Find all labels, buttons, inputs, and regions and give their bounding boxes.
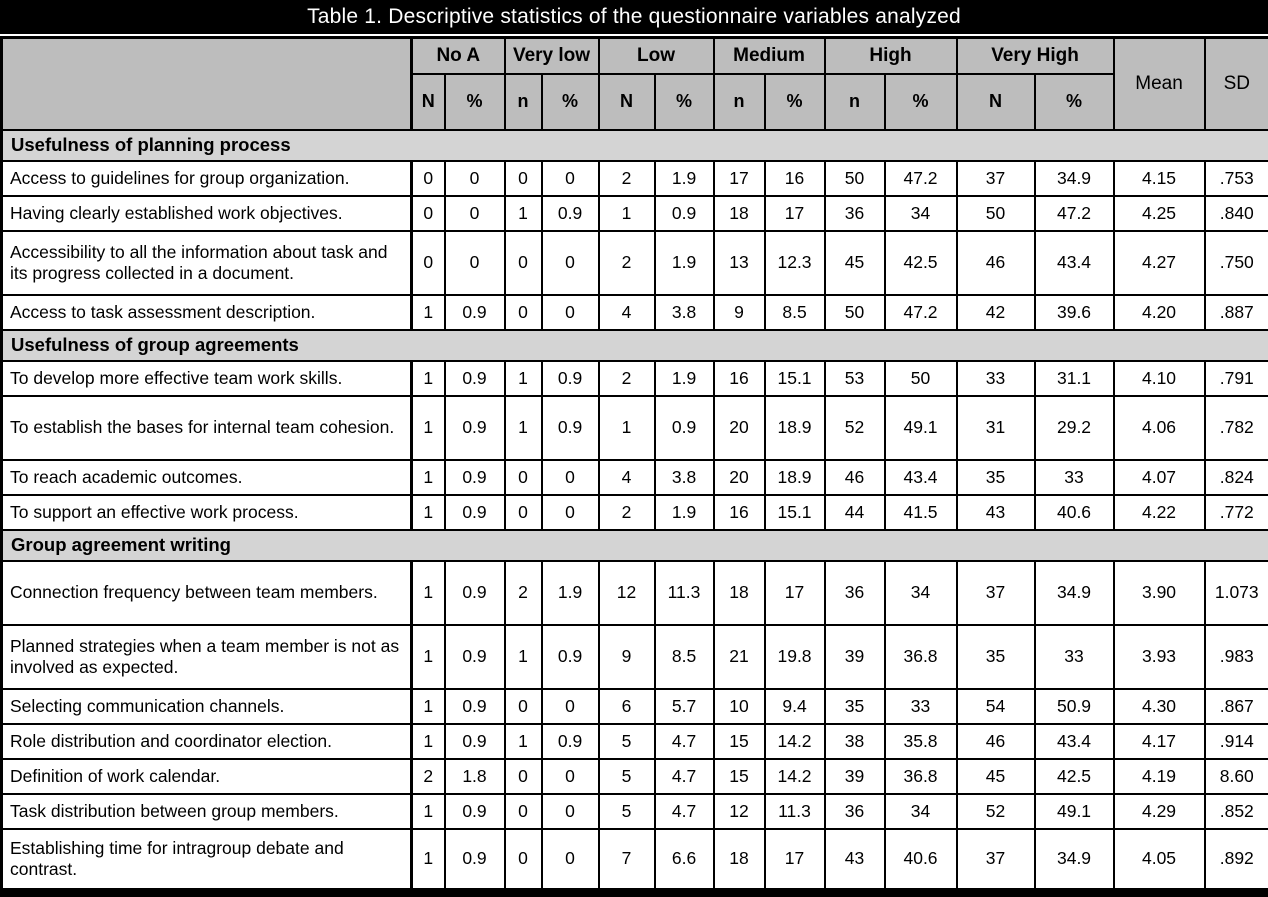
- value-cell: 0: [505, 689, 542, 724]
- value-cell: 12: [714, 794, 765, 829]
- value-cell: 41.5: [885, 495, 957, 530]
- value-cell: 0.9: [542, 724, 599, 759]
- value-cell: 12.3: [765, 231, 825, 295]
- value-cell: 2: [599, 231, 655, 295]
- value-cell: 1.9: [542, 561, 599, 625]
- value-cell: 1.9: [655, 361, 714, 396]
- value-cell: 47.2: [885, 295, 957, 330]
- value-cell: 45: [957, 759, 1035, 794]
- value-cell: 1: [412, 794, 445, 829]
- value-cell: 1.073: [1205, 561, 1268, 625]
- table-row: [2, 625, 1268, 689]
- value-cell: 33: [1035, 460, 1114, 495]
- value-cell: 1: [505, 361, 542, 396]
- value-cell: 8.60: [1205, 759, 1268, 794]
- value-cell: 0.9: [655, 196, 714, 231]
- value-cell: 36: [825, 794, 885, 829]
- value-cell: 50: [885, 361, 957, 396]
- value-cell: 52: [825, 396, 885, 460]
- variable-label: To establish the bases for internal team cohesion.: [2, 396, 412, 460]
- value-cell: 0: [505, 794, 542, 829]
- variable-label: Planned strategies when a team member is not as involved as expected.: [2, 625, 412, 689]
- variable-label: Access to guidelines for group organization.: [2, 161, 412, 196]
- value-cell: 20: [714, 396, 765, 460]
- value-cell: 35: [825, 689, 885, 724]
- value-cell: 35.8: [885, 724, 957, 759]
- value-cell: 15: [714, 724, 765, 759]
- value-cell: 39: [825, 625, 885, 689]
- value-cell: 0.9: [445, 295, 505, 330]
- table-header: [2, 38, 1268, 130]
- value-cell: .983: [1205, 625, 1268, 689]
- value-cell: 14.2: [765, 759, 825, 794]
- value-cell: 0: [542, 231, 599, 295]
- value-cell: 9.4: [765, 689, 825, 724]
- table-row: [2, 295, 1268, 330]
- subcolumn-header-percent: %: [542, 74, 599, 130]
- value-cell: 0.9: [445, 361, 505, 396]
- value-cell: 0: [542, 794, 599, 829]
- subcolumn-header-count: N: [599, 74, 655, 130]
- value-cell: 49.1: [1035, 794, 1114, 829]
- value-cell: 43.4: [885, 460, 957, 495]
- column-group-header-very-low: Very low: [505, 38, 599, 74]
- value-cell: 42.5: [885, 231, 957, 295]
- mean-column-header: Mean: [1114, 38, 1205, 130]
- value-cell: 42.5: [1035, 759, 1114, 794]
- value-cell: 42: [957, 295, 1035, 330]
- value-cell: 4.17: [1114, 724, 1205, 759]
- variable-label: Connection frequency between team members.: [2, 561, 412, 625]
- value-cell: 2: [412, 759, 445, 794]
- subcolumn-header-percent: %: [765, 74, 825, 130]
- value-cell: 0: [542, 829, 599, 893]
- value-cell: .772: [1205, 495, 1268, 530]
- value-cell: 9: [599, 625, 655, 689]
- value-cell: .840: [1205, 196, 1268, 231]
- subcolumn-header-percent: %: [445, 74, 505, 130]
- column-group-header-no-a: No A: [412, 38, 505, 74]
- subcolumn-header-count: N: [957, 74, 1035, 130]
- value-cell: 6.6: [655, 829, 714, 893]
- value-cell: 15.1: [765, 361, 825, 396]
- value-cell: 1: [599, 396, 655, 460]
- value-cell: 16: [714, 495, 765, 530]
- value-cell: .914: [1205, 724, 1268, 759]
- value-cell: 1: [412, 361, 445, 396]
- value-cell: .867: [1205, 689, 1268, 724]
- value-cell: 18: [714, 196, 765, 231]
- value-cell: 8.5: [655, 625, 714, 689]
- value-cell: 50.9: [1035, 689, 1114, 724]
- value-cell: 0: [445, 161, 505, 196]
- value-cell: 50: [825, 161, 885, 196]
- value-cell: 52: [957, 794, 1035, 829]
- table-row: [2, 231, 1268, 295]
- value-cell: .892: [1205, 829, 1268, 893]
- value-cell: 5: [599, 794, 655, 829]
- table-row: [2, 196, 1268, 231]
- variable-label: Task distribution between group members.: [2, 794, 412, 829]
- value-cell: 47.2: [1035, 196, 1114, 231]
- value-cell: 5.7: [655, 689, 714, 724]
- value-cell: 46: [957, 724, 1035, 759]
- value-cell: 4.19: [1114, 759, 1205, 794]
- value-cell: 0.9: [445, 495, 505, 530]
- value-cell: 4.06: [1114, 396, 1205, 460]
- value-cell: 37: [957, 829, 1035, 893]
- table-row: [2, 561, 1268, 625]
- value-cell: 2: [599, 161, 655, 196]
- value-cell: 0.9: [445, 625, 505, 689]
- value-cell: 0: [505, 231, 542, 295]
- subcolumn-header-count: N: [412, 74, 445, 130]
- value-cell: 53: [825, 361, 885, 396]
- column-group-header-high: High: [825, 38, 957, 74]
- value-cell: 1: [412, 396, 445, 460]
- section-header-row: [2, 330, 1268, 361]
- value-cell: 0: [412, 196, 445, 231]
- variable-label: Role distribution and coordinator election.: [2, 724, 412, 759]
- value-cell: 0: [542, 295, 599, 330]
- value-cell: 34.9: [1035, 161, 1114, 196]
- value-cell: 1: [412, 829, 445, 893]
- value-cell: 13: [714, 231, 765, 295]
- value-cell: 19.8: [765, 625, 825, 689]
- table-row: [2, 724, 1268, 759]
- value-cell: 44: [825, 495, 885, 530]
- value-cell: 0.9: [445, 829, 505, 893]
- value-cell: 4.29: [1114, 794, 1205, 829]
- value-cell: 11.3: [655, 561, 714, 625]
- value-cell: 54: [957, 689, 1035, 724]
- value-cell: 1.9: [655, 231, 714, 295]
- value-cell: .750: [1205, 231, 1268, 295]
- value-cell: 40.6: [1035, 495, 1114, 530]
- value-cell: 29.2: [1035, 396, 1114, 460]
- value-cell: 7: [599, 829, 655, 893]
- value-cell: 0: [542, 759, 599, 794]
- value-cell: 0.9: [542, 625, 599, 689]
- value-cell: 0: [412, 231, 445, 295]
- table-row: [2, 689, 1268, 724]
- value-cell: 34: [885, 196, 957, 231]
- value-cell: 16: [714, 361, 765, 396]
- subcolumn-header-count: n: [714, 74, 765, 130]
- value-cell: 0: [412, 161, 445, 196]
- value-cell: 33: [957, 361, 1035, 396]
- value-cell: 2: [599, 361, 655, 396]
- value-cell: .753: [1205, 161, 1268, 196]
- table-row: [2, 460, 1268, 495]
- value-cell: 1: [505, 396, 542, 460]
- value-cell: 16: [765, 161, 825, 196]
- value-cell: 1: [412, 495, 445, 530]
- section-title: Usefulness of planning process: [2, 130, 1268, 161]
- value-cell: 0.9: [542, 396, 599, 460]
- value-cell: 5: [599, 724, 655, 759]
- value-cell: 0: [505, 759, 542, 794]
- table-row: [2, 759, 1268, 794]
- value-cell: 0.9: [445, 396, 505, 460]
- value-cell: 18: [714, 829, 765, 893]
- header-row-groups: [2, 38, 1268, 74]
- value-cell: 4.22: [1114, 495, 1205, 530]
- value-cell: .852: [1205, 794, 1268, 829]
- value-cell: 0.9: [445, 794, 505, 829]
- value-cell: 0.9: [542, 196, 599, 231]
- value-cell: 0: [505, 460, 542, 495]
- value-cell: 12: [599, 561, 655, 625]
- value-cell: 18.9: [765, 396, 825, 460]
- subcolumn-header-percent: %: [885, 74, 957, 130]
- value-cell: 43: [957, 495, 1035, 530]
- value-cell: 3.8: [655, 460, 714, 495]
- value-cell: .887: [1205, 295, 1268, 330]
- value-cell: 1: [599, 196, 655, 231]
- value-cell: 0: [505, 829, 542, 893]
- value-cell: 0.9: [445, 689, 505, 724]
- table-title: Table 1. Descriptive statistics of the questionnaire variables analyzed: [0, 0, 1268, 34]
- variable-label: Definition of work calendar.: [2, 759, 412, 794]
- variables-column-header: [2, 38, 412, 130]
- value-cell: 10: [714, 689, 765, 724]
- variable-label: Selecting communication channels.: [2, 689, 412, 724]
- value-cell: 0: [505, 495, 542, 530]
- subcolumn-header-count: n: [505, 74, 542, 130]
- value-cell: 17: [765, 829, 825, 893]
- value-cell: 4: [599, 460, 655, 495]
- value-cell: 34.9: [1035, 829, 1114, 893]
- value-cell: 1: [412, 689, 445, 724]
- value-cell: 4.20: [1114, 295, 1205, 330]
- value-cell: 6: [599, 689, 655, 724]
- value-cell: 36: [825, 561, 885, 625]
- value-cell: 39.6: [1035, 295, 1114, 330]
- value-cell: 11.3: [765, 794, 825, 829]
- value-cell: 43.4: [1035, 231, 1114, 295]
- value-cell: 3.93: [1114, 625, 1205, 689]
- value-cell: 4.05: [1114, 829, 1205, 893]
- value-cell: 17: [765, 196, 825, 231]
- table-row: [2, 495, 1268, 530]
- value-cell: 2: [599, 495, 655, 530]
- value-cell: 3.8: [655, 295, 714, 330]
- value-cell: 31.1: [1035, 361, 1114, 396]
- value-cell: 1: [412, 295, 445, 330]
- value-cell: 21: [714, 625, 765, 689]
- value-cell: 34.9: [1035, 561, 1114, 625]
- value-cell: 45: [825, 231, 885, 295]
- section-title: Group agreement writing: [2, 530, 1268, 561]
- value-cell: 39: [825, 759, 885, 794]
- value-cell: 46: [825, 460, 885, 495]
- value-cell: 4.7: [655, 759, 714, 794]
- value-cell: 5: [599, 759, 655, 794]
- value-cell: 0: [542, 689, 599, 724]
- variable-label: Having clearly established work objectives.: [2, 196, 412, 231]
- table-row: [2, 161, 1268, 196]
- value-cell: 15.1: [765, 495, 825, 530]
- value-cell: 1: [412, 625, 445, 689]
- value-cell: 0.9: [542, 361, 599, 396]
- value-cell: 1: [505, 724, 542, 759]
- column-group-header-low: Low: [599, 38, 714, 74]
- value-cell: 1: [412, 724, 445, 759]
- value-cell: 43.4: [1035, 724, 1114, 759]
- value-cell: 3.90: [1114, 561, 1205, 625]
- subcolumn-header-percent: %: [1035, 74, 1114, 130]
- column-group-header-very-high: Very High: [957, 38, 1114, 74]
- value-cell: 18.9: [765, 460, 825, 495]
- value-cell: 1: [505, 625, 542, 689]
- value-cell: 35: [957, 625, 1035, 689]
- value-cell: 4.30: [1114, 689, 1205, 724]
- value-cell: 37: [957, 561, 1035, 625]
- section-header-row: [2, 130, 1268, 161]
- value-cell: 34: [885, 561, 957, 625]
- value-cell: 0.9: [655, 396, 714, 460]
- subcolumn-header-percent: %: [655, 74, 714, 130]
- table-row: [2, 396, 1268, 460]
- table-row: [2, 794, 1268, 829]
- table-body: [2, 130, 1268, 893]
- value-cell: 4.7: [655, 724, 714, 759]
- value-cell: 50: [957, 196, 1035, 231]
- value-cell: 47.2: [885, 161, 957, 196]
- value-cell: 50: [825, 295, 885, 330]
- value-cell: 4.7: [655, 794, 714, 829]
- variable-label: To reach academic outcomes.: [2, 460, 412, 495]
- value-cell: 14.2: [765, 724, 825, 759]
- value-cell: 0: [445, 231, 505, 295]
- value-cell: 33: [885, 689, 957, 724]
- value-cell: 1.9: [655, 495, 714, 530]
- value-cell: .791: [1205, 361, 1268, 396]
- sd-column-header: SD: [1205, 38, 1268, 130]
- value-cell: 0: [542, 460, 599, 495]
- value-cell: 43: [825, 829, 885, 893]
- variable-label: Establishing time for intragroup debate and contrast.: [2, 829, 412, 893]
- value-cell: 4.07: [1114, 460, 1205, 495]
- value-cell: 17: [765, 561, 825, 625]
- value-cell: 36.8: [885, 625, 957, 689]
- value-cell: 33: [1035, 625, 1114, 689]
- variable-label: Accessibility to all the information about task and its progress collected in a document.: [2, 231, 412, 295]
- value-cell: 1.8: [445, 759, 505, 794]
- value-cell: 0.9: [445, 460, 505, 495]
- value-cell: 4.15: [1114, 161, 1205, 196]
- section-header-row: [2, 530, 1268, 561]
- value-cell: 1: [412, 460, 445, 495]
- value-cell: 0.9: [445, 561, 505, 625]
- value-cell: 40.6: [885, 829, 957, 893]
- value-cell: 0: [505, 295, 542, 330]
- variable-label: To support an effective work process.: [2, 495, 412, 530]
- value-cell: 46: [957, 231, 1035, 295]
- section-title: Usefulness of group agreements: [2, 330, 1268, 361]
- stats-table: [0, 36, 1268, 897]
- value-cell: .782: [1205, 396, 1268, 460]
- value-cell: 4.27: [1114, 231, 1205, 295]
- value-cell: 15: [714, 759, 765, 794]
- value-cell: 0: [542, 161, 599, 196]
- value-cell: 2: [505, 561, 542, 625]
- value-cell: 0: [445, 196, 505, 231]
- value-cell: 8.5: [765, 295, 825, 330]
- value-cell: 36.8: [885, 759, 957, 794]
- value-cell: 36: [825, 196, 885, 231]
- value-cell: 4.25: [1114, 196, 1205, 231]
- value-cell: 9: [714, 295, 765, 330]
- value-cell: 35: [957, 460, 1035, 495]
- value-cell: 1: [412, 561, 445, 625]
- value-cell: .824: [1205, 460, 1268, 495]
- value-cell: 4.10: [1114, 361, 1205, 396]
- value-cell: 34: [885, 794, 957, 829]
- table-row: [2, 361, 1268, 396]
- variable-label: To develop more effective team work skills.: [2, 361, 412, 396]
- value-cell: 49.1: [885, 396, 957, 460]
- value-cell: 0: [505, 161, 542, 196]
- value-cell: 20: [714, 460, 765, 495]
- value-cell: 1: [505, 196, 542, 231]
- value-cell: 0.9: [445, 724, 505, 759]
- subcolumn-header-count: n: [825, 74, 885, 130]
- value-cell: 4: [599, 295, 655, 330]
- value-cell: 31: [957, 396, 1035, 460]
- value-cell: 37: [957, 161, 1035, 196]
- value-cell: 38: [825, 724, 885, 759]
- column-group-header-medium: Medium: [714, 38, 825, 74]
- table-row: [2, 829, 1268, 893]
- value-cell: 0: [542, 495, 599, 530]
- value-cell: 18: [714, 561, 765, 625]
- value-cell: 17: [714, 161, 765, 196]
- value-cell: 1.9: [655, 161, 714, 196]
- variable-label: Access to task assessment description.: [2, 295, 412, 330]
